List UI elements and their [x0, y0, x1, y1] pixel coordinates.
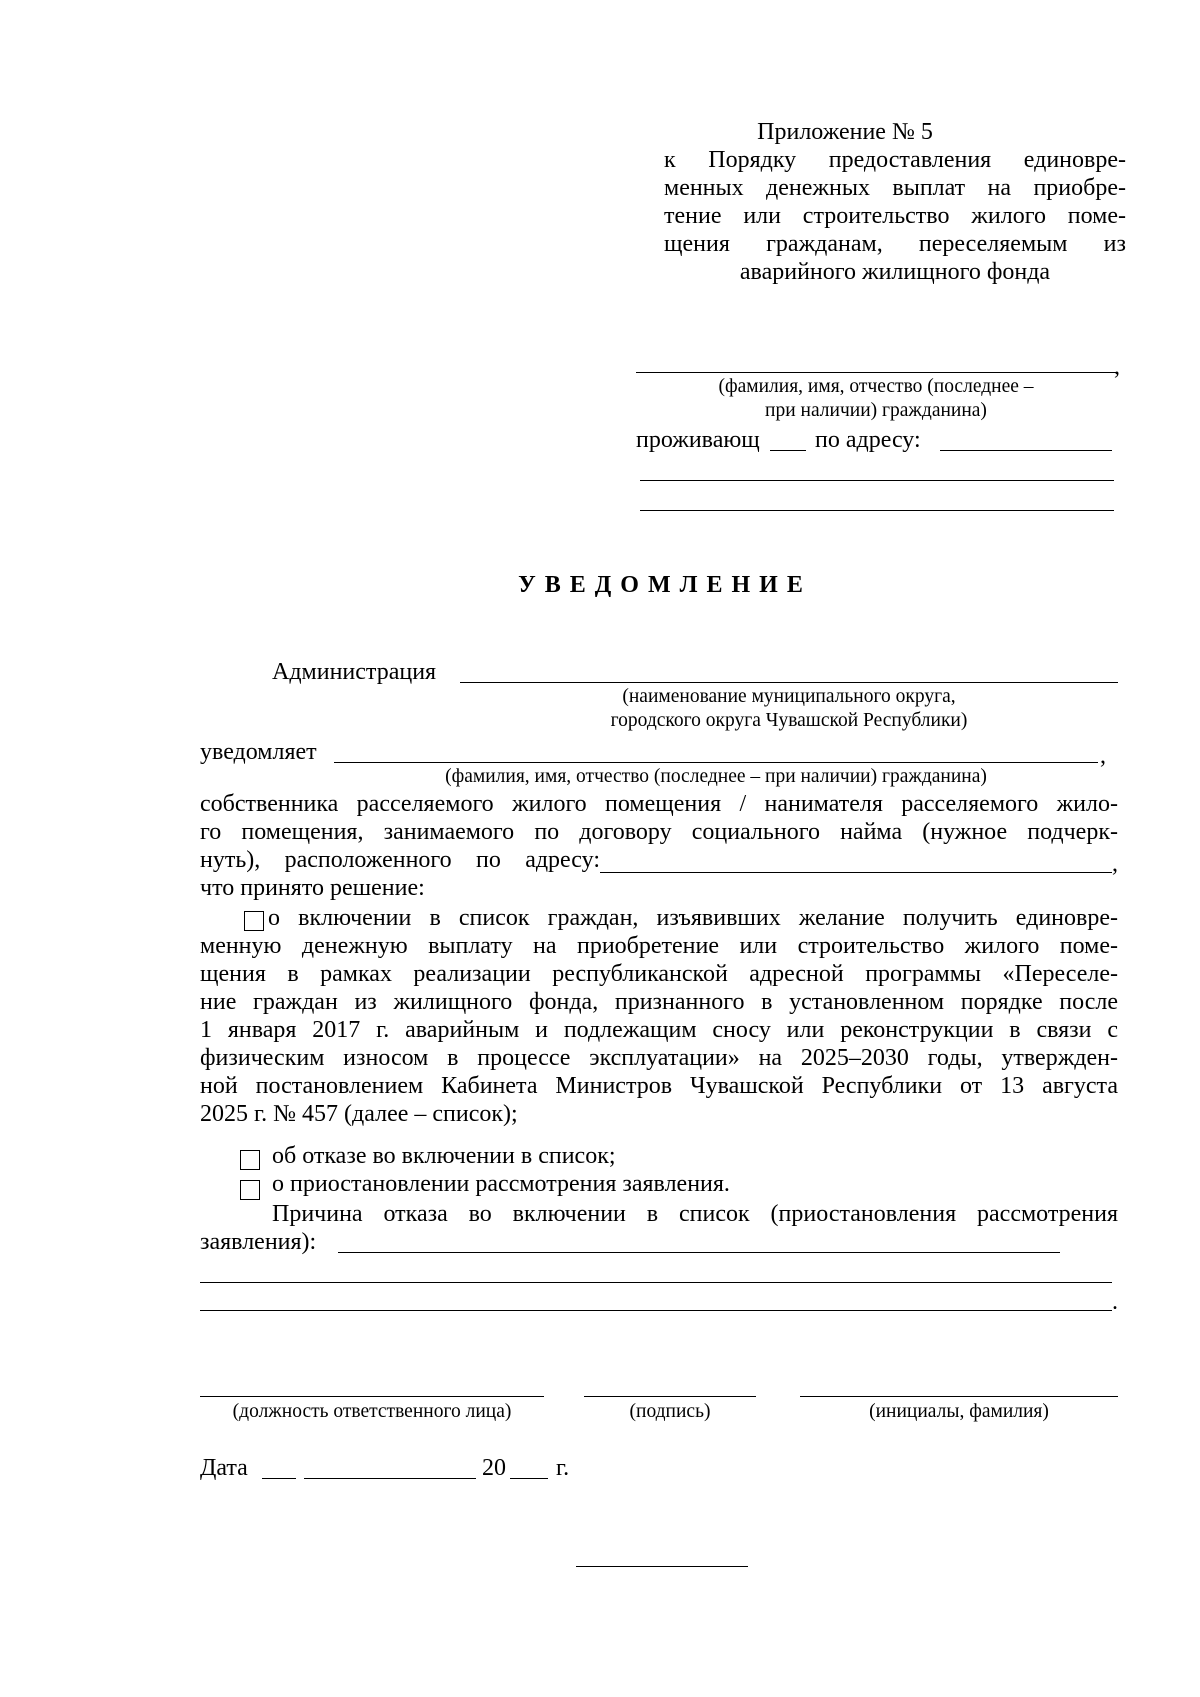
- option-include-line-5: 1 января 2017 г. аварийным и подлежащим сносу или реконструкции в связи с: [200, 1017, 1118, 1043]
- reason-line-1: Причина отказа во включении в список (приостановления рассмотрения: [272, 1201, 1118, 1227]
- option-include-line-7: ной постановлением Кабинета Министров Чувашской Республики от 13 августа: [200, 1073, 1118, 1099]
- position-caption: (должность ответственного лица): [232, 1401, 512, 1422]
- name-caption: (инициалы, фамилия): [869, 1401, 1049, 1422]
- residing-ending-line: [770, 450, 806, 451]
- option-include-last-line: 2025 г. № 457 (далее – список);: [200, 1101, 518, 1127]
- owner-line-3-label: нуть), расположенного по адресу:: [200, 847, 600, 873]
- reason-final-period: .: [1112, 1289, 1118, 1315]
- option-include-line-4: ние граждан из жилищного фонда, признанного в установленном порядке после: [200, 989, 1118, 1015]
- option-include-checkbox[interactable]: [244, 911, 264, 931]
- document-title: УВЕДОМЛЕНИЕ: [518, 572, 812, 598]
- notifies-name-line: [334, 762, 1098, 763]
- date-day-line: [262, 1478, 296, 1479]
- position-line: [200, 1396, 544, 1397]
- option-include-line-6: физическим износом в процессе эксплуатации» на 2025–2030 годы, утвержден-: [200, 1045, 1118, 1071]
- appendix-title: Приложение № 5: [757, 119, 933, 145]
- reason-line-a: [338, 1252, 1060, 1253]
- address-line-1: [940, 450, 1112, 451]
- owner-line-1: собственника расселяемого жилого помещения / нанимателя расселяемого жило-: [200, 791, 1118, 817]
- notifies-caption: (фамилия, имя, отчество (последнее – при наличии) гражданина): [445, 766, 987, 787]
- reason-line-c: [200, 1310, 1112, 1311]
- name-line: [800, 1396, 1118, 1397]
- date-year-prefix: 20: [482, 1455, 506, 1481]
- admin-caption-2: городского округа Чувашской Республики): [610, 710, 968, 731]
- admin-caption-1: (наименование муниципального округа,: [622, 686, 956, 707]
- date-year-line: [510, 1478, 548, 1479]
- date-label: Дата: [200, 1455, 248, 1481]
- appendix-line-5: аварийного жилищного фонда: [739, 259, 1051, 285]
- option-include-line-2: менную денежную выплату на приобретение или строительство жилого поме-: [200, 933, 1118, 959]
- appendix-line-3: тение или строительство жилого поме-: [664, 203, 1126, 229]
- option-include-first-line: о включении в список граждан, изъявивших желание получить единовре-: [268, 905, 1118, 931]
- date-year-suffix: г.: [556, 1455, 570, 1481]
- addressee-comma: ,: [1114, 354, 1120, 380]
- reason-line-b: [200, 1282, 1112, 1283]
- address-label: по адресу:: [815, 427, 921, 453]
- signature-line: [584, 1396, 756, 1397]
- addressee-caption-1: (фамилия, имя, отчество (последнее –: [718, 376, 1034, 397]
- option-refuse-checkbox[interactable]: [240, 1150, 260, 1170]
- appendix-line-4: щения гражданам, переселяемым из: [664, 231, 1126, 257]
- notifies-label: уведомляет: [200, 739, 317, 765]
- signature-caption: (подпись): [629, 1401, 711, 1422]
- admin-label: Администрация: [272, 659, 437, 685]
- option-suspend-label: о приостановлении рассмотрения заявления.: [272, 1171, 730, 1197]
- closing-line: [576, 1566, 748, 1567]
- appendix-line-2: менных денежных выплат на приобре-: [664, 175, 1126, 201]
- notifies-comma: ,: [1100, 743, 1106, 769]
- reason-label: заявления):: [200, 1229, 317, 1255]
- addressee-caption-2: при наличии) гражданина): [765, 400, 987, 421]
- option-include-line-3: щения в рамках реализации республиканской адресной программы «Переселе-: [200, 961, 1118, 987]
- appendix-line-1: к Порядку предоставления единовре-: [664, 147, 1126, 173]
- option-suspend-checkbox[interactable]: [240, 1180, 260, 1200]
- address-line-3: [640, 510, 1114, 511]
- option-refuse-label: об отказе во включении в список;: [272, 1143, 616, 1169]
- address-line-2: [640, 480, 1114, 481]
- residing-label: проживающ: [636, 427, 760, 453]
- owner-address-comma: ,: [1112, 851, 1118, 877]
- addressee-name-line: [636, 372, 1116, 373]
- owner-address-line: [600, 872, 1112, 873]
- admin-name-line: [460, 682, 1118, 683]
- decision-label: что принято решение:: [200, 875, 425, 901]
- owner-line-2: го помещения, занимаемого по договору социального найма (нужное подчерк-: [200, 819, 1118, 845]
- date-month-line: [304, 1478, 476, 1479]
